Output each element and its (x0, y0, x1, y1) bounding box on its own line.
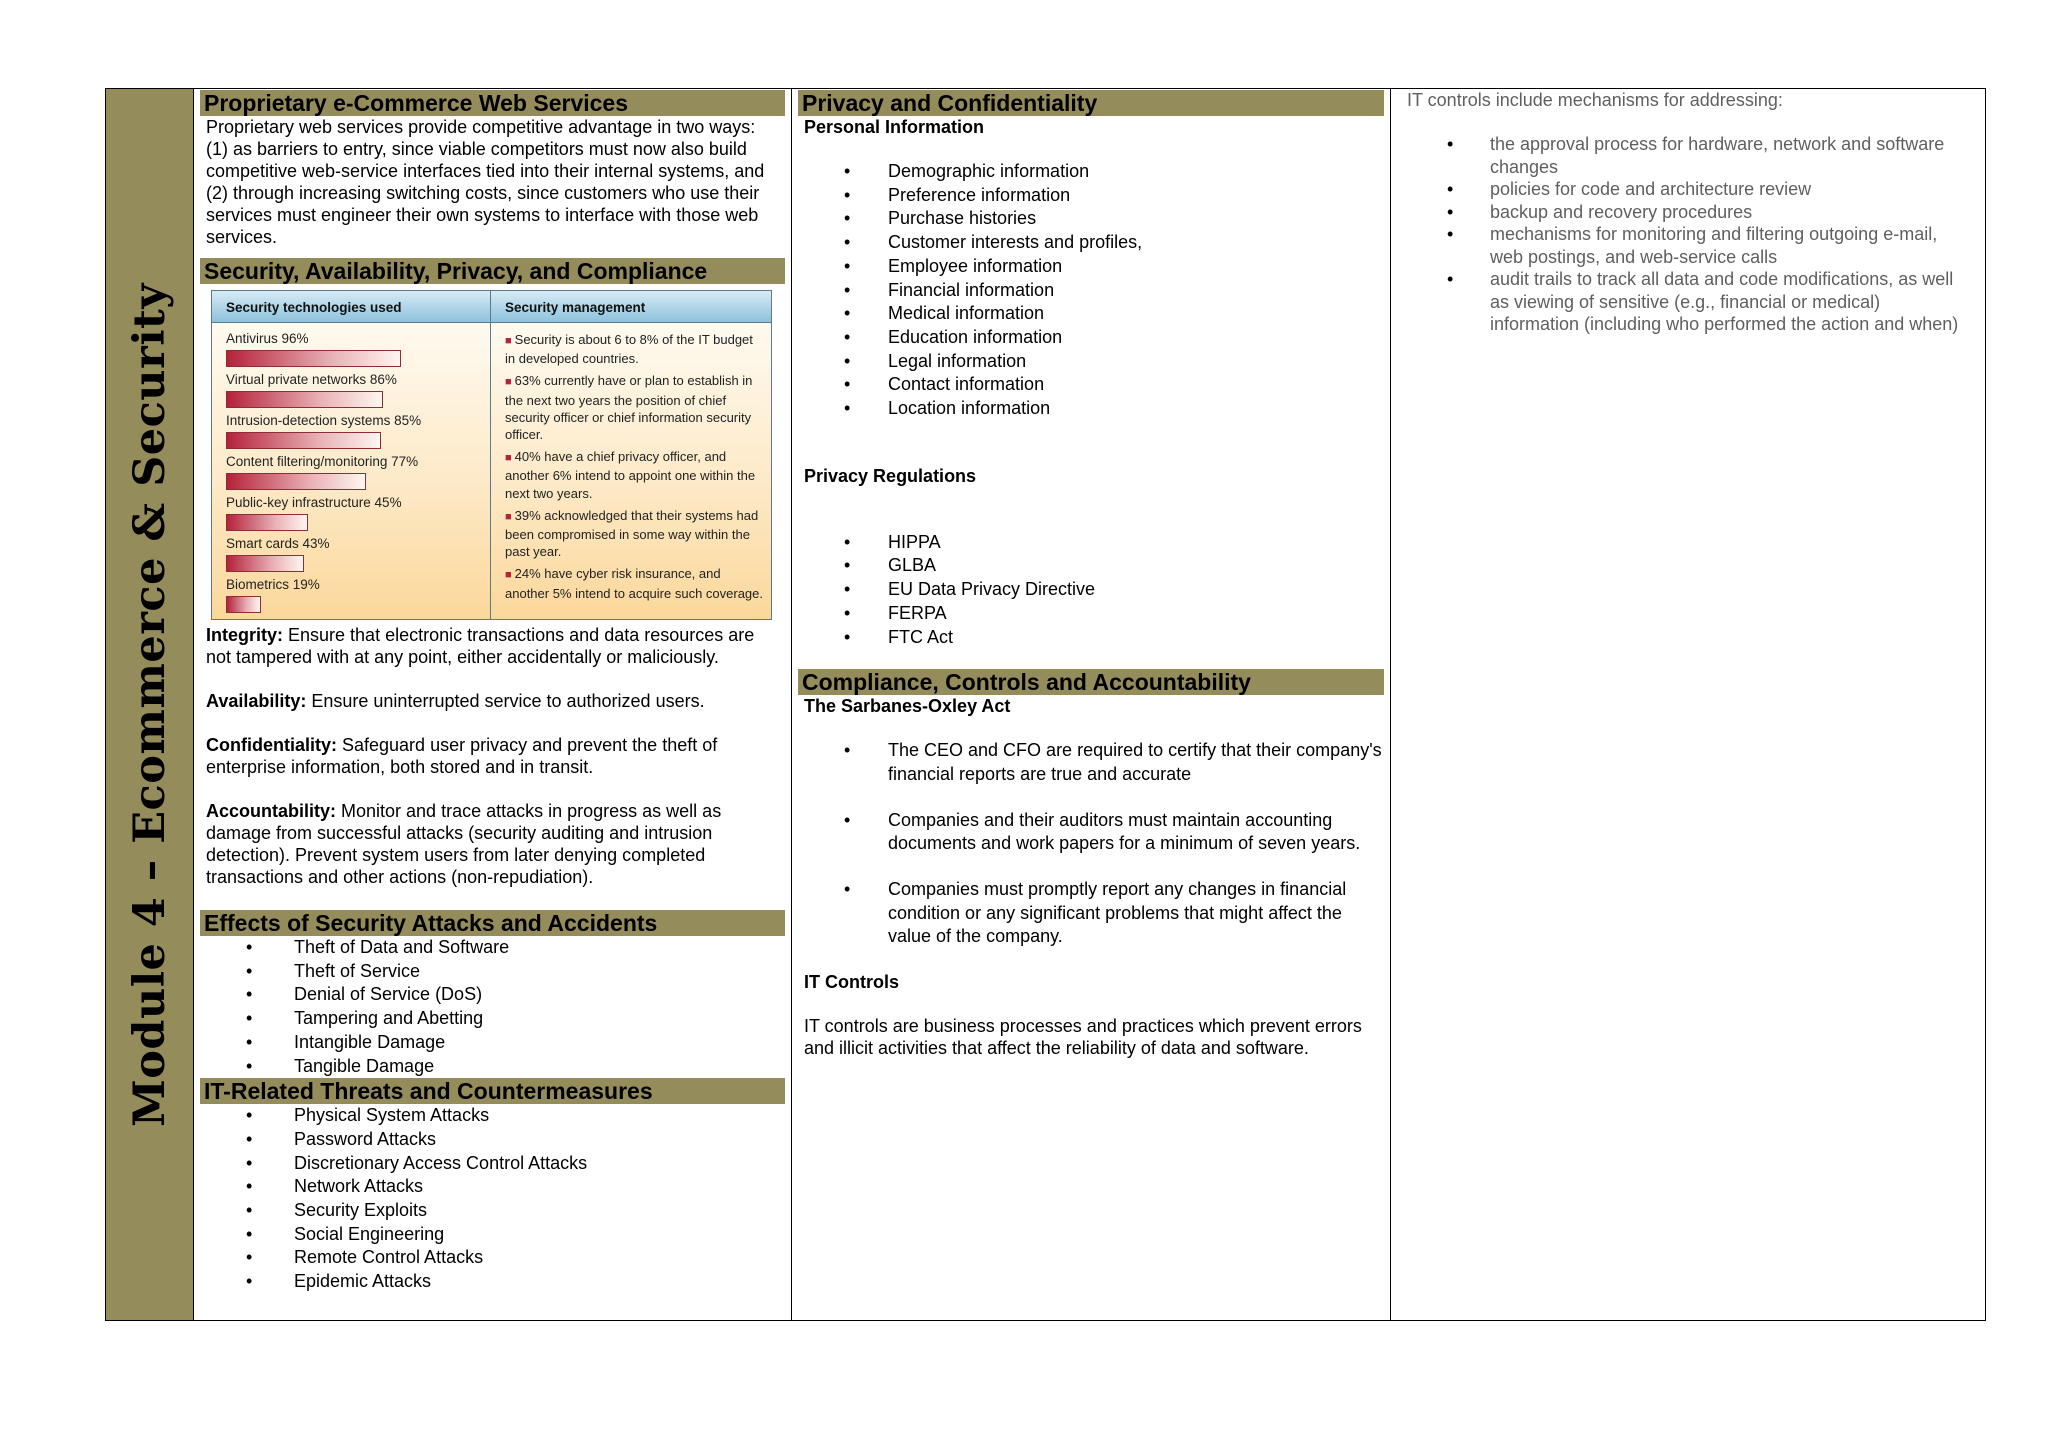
personal-info-item: • Location information (800, 397, 1382, 421)
personal-info-item: • Financial information (800, 279, 1382, 303)
module-title: Module 4 – Ecommerce & Security (124, 282, 175, 1127)
bar-label: Smart cards 43% (226, 536, 330, 551)
threat-item: • Physical System Attacks (202, 1104, 783, 1128)
sox-item: • The CEO and CFO are required to certify that their company's financial reports are true and accurate (800, 739, 1382, 786)
privacy-regulations-list (800, 531, 1382, 650)
security-management-bullet (505, 448, 765, 502)
it-controls-text: IT controls are business processes and practices which prevent errors and illicit activities that affect the reliability of data and software. (804, 1016, 1362, 1059)
accountability-label: Accountability: (206, 801, 337, 821)
regulation-item: • GLBA (800, 554, 1382, 578)
bar-label: Content filtering/monitoring 77% (226, 454, 419, 469)
mechanism-item: • policies for code and architecture review (1403, 178, 1965, 201)
square-bullet-icon: ■ (505, 335, 512, 347)
bullet-text: 63% currently have or plan to establish in the next two years the position of chief security officer or chief information security officer. (505, 373, 753, 443)
effect-item: • Tangible Damage (202, 1055, 783, 1079)
accountability-text: Monitor and trace attacks in progress as well as damage from successful attacks (security auditing and intrusion detection). Prevent system users from later denying completed transactions and other actions (non-repudiation). (206, 801, 722, 887)
threat-item: • Security Exploits (202, 1199, 783, 1223)
confidentiality-paragraph (202, 734, 783, 778)
personal-info-item: • Education information (800, 326, 1382, 350)
threat-item: • Password Attacks (202, 1128, 783, 1152)
personal-info-title: Personal Information (804, 117, 985, 137)
module-sidebar (106, 89, 194, 1320)
bar-label: Biometrics 19% (226, 577, 320, 592)
square-bullet-icon: ■ (505, 510, 512, 523)
bar-label: Public-key infrastructure 45% (226, 495, 402, 510)
confidentiality-text: Safeguard user privacy and prevent the theft of enterprise information, both stored and in transit. (206, 735, 718, 777)
availability-paragraph (202, 690, 783, 712)
threat-item: • Discretionary Access Control Attacks (202, 1152, 783, 1176)
security-bar-chart (212, 323, 491, 619)
bar-item (226, 454, 490, 495)
heading-threats: IT-Related Threats and Countermeasures (200, 1078, 785, 1104)
security-management-bullet (505, 372, 765, 443)
bar-fill (226, 473, 366, 490)
mechanism-item: • audit trails to track all data and code modifications, as well as viewing of sensitive (e.g., financial or medical) information (including who performed the action and when) (1403, 268, 1965, 336)
square-bullet-icon: ■ (505, 452, 512, 465)
personal-info-item: • Purchase histories (800, 207, 1382, 231)
personal-info-item: • Preference information (800, 184, 1382, 208)
regulation-item: • FERPA (800, 602, 1382, 626)
security-figure (211, 290, 772, 620)
bar-fill (226, 514, 308, 531)
bar-fill (226, 596, 261, 613)
sox-list (800, 739, 1382, 949)
integrity-paragraph (202, 624, 783, 668)
bar-item (226, 495, 490, 536)
regulation-item: • HIPPA (800, 531, 1382, 555)
availability-label: Availability: (206, 691, 307, 711)
heading-privacy: Privacy and Confidentiality (798, 90, 1384, 116)
integrity-label: Integrity: (206, 625, 284, 645)
column-1 (194, 89, 792, 1320)
bar-label: Intrusion-detection systems 85% (226, 413, 422, 428)
mechanism-item: • backup and recovery procedures (1403, 201, 1965, 224)
effect-item: • Theft of Service (202, 960, 783, 984)
accountability-paragraph (202, 800, 783, 888)
bar-fill (226, 432, 381, 449)
bar-item (226, 577, 490, 618)
bullet-text: Security is about 6 to 8% of the IT budget in developed countries. (505, 332, 753, 367)
bar-item (226, 536, 490, 577)
heading-compliance: Compliance, Controls and Accountability (798, 669, 1384, 695)
heading-security: Security, Availability, Privacy, and Compliance (200, 258, 785, 284)
effects-list (202, 936, 783, 1078)
personal-info-item: • Contact information (800, 373, 1382, 397)
regulation-item: • FTC Act (800, 626, 1382, 650)
proprietary-text: Proprietary web services provide competitive advantage in two ways: (1) as barriers to entry, since viable competitors must now also build competitive web-service interfaces tied into their internal systems, and (2) through increasing switching costs, since customers who use their services must engineer their own systems to interface with those web services. (206, 117, 765, 247)
personal-info-item: • Demographic information (800, 160, 1382, 184)
bar-item (226, 331, 490, 372)
effect-item: • Denial of Service (DoS) (202, 983, 783, 1007)
threats-list (202, 1104, 783, 1294)
bullet-text: 39% acknowledged that their systems had been compromised in some way within the past year. (505, 507, 759, 560)
heading-effects: Effects of Security Attacks and Accidents (200, 910, 785, 936)
it-controls-title: IT Controls (804, 972, 899, 993)
bar-fill (226, 350, 401, 367)
module-frame (105, 88, 1986, 1321)
bar-item (226, 413, 490, 454)
sox-title: The Sarbanes-Oxley Act (804, 696, 1011, 717)
bar-item (226, 372, 490, 413)
personal-info-list (800, 160, 1382, 421)
figure-left-header: Security technologies used (212, 291, 491, 322)
square-bullet-icon: ■ (505, 569, 512, 582)
personal-info-item: • Legal information (800, 350, 1382, 374)
integrity-text: Ensure that electronic transactions and data resources are not tampered with at any point, either accidentally or maliciously. (206, 625, 755, 667)
security-management-bullet (505, 331, 765, 367)
bullet-text: 24% have cyber risk insurance, and another 5% intend to acquire such coverage. (505, 566, 764, 601)
sox-item: • Companies must promptly report any changes in financial condition or any significant problems that might affect the value of the company. (800, 878, 1382, 949)
figure-right-header: Security management (505, 300, 646, 315)
regulation-item: • EU Data Privacy Directive (800, 578, 1382, 602)
effect-item: • Intangible Damage (202, 1031, 783, 1055)
privacy-regulations-title: Privacy Regulations (804, 465, 977, 486)
personal-info-item: • Employee information (800, 255, 1382, 279)
bullet-text: 40% have a chief privacy officer, and another 6% intend to appoint one within the next two years. (505, 449, 756, 501)
effect-item: • Theft of Data and Software (202, 936, 783, 960)
sox-item: • Companies and their auditors must maintain accounting documents and work papers for a minimum of seven years. (800, 809, 1382, 856)
bar-fill (226, 555, 304, 572)
threat-item: • Remote Control Attacks (202, 1246, 783, 1270)
heading-proprietary: Proprietary e-Commerce Web Services (200, 90, 785, 116)
bar-fill (226, 391, 383, 408)
security-management-list (491, 323, 771, 619)
confidentiality-label: Confidentiality: (206, 735, 337, 755)
column-3 (1391, 89, 1985, 1320)
security-management-bullet (505, 507, 765, 561)
figure-header (212, 291, 771, 323)
personal-info-item: • Medical information (800, 302, 1382, 326)
column-2 (792, 89, 1391, 1320)
effect-item: • Tampering and Abetting (202, 1007, 783, 1031)
threat-item: • Epidemic Attacks (202, 1270, 783, 1294)
mechanism-item: • mechanisms for monitoring and filtering outgoing e-mail, web postings, and web-service calls (1403, 223, 1965, 268)
availability-text: Ensure uninterrupted service to authorized users. (306, 691, 705, 711)
mechanism-item: • the approval process for hardware, network and software changes (1403, 133, 1965, 178)
it-controls-intro: IT controls include mechanisms for addressing: (1407, 90, 1783, 110)
bar-label: Antivirus 96% (226, 331, 309, 346)
threat-item: • Network Attacks (202, 1175, 783, 1199)
personal-info-item: • Customer interests and profiles, (800, 231, 1382, 255)
bar-label: Virtual private networks 86% (226, 372, 397, 387)
threat-item: • Social Engineering (202, 1223, 783, 1247)
security-management-bullet (505, 565, 765, 601)
it-controls-mechanisms-list (1403, 133, 1965, 336)
square-bullet-icon: ■ (505, 376, 512, 389)
